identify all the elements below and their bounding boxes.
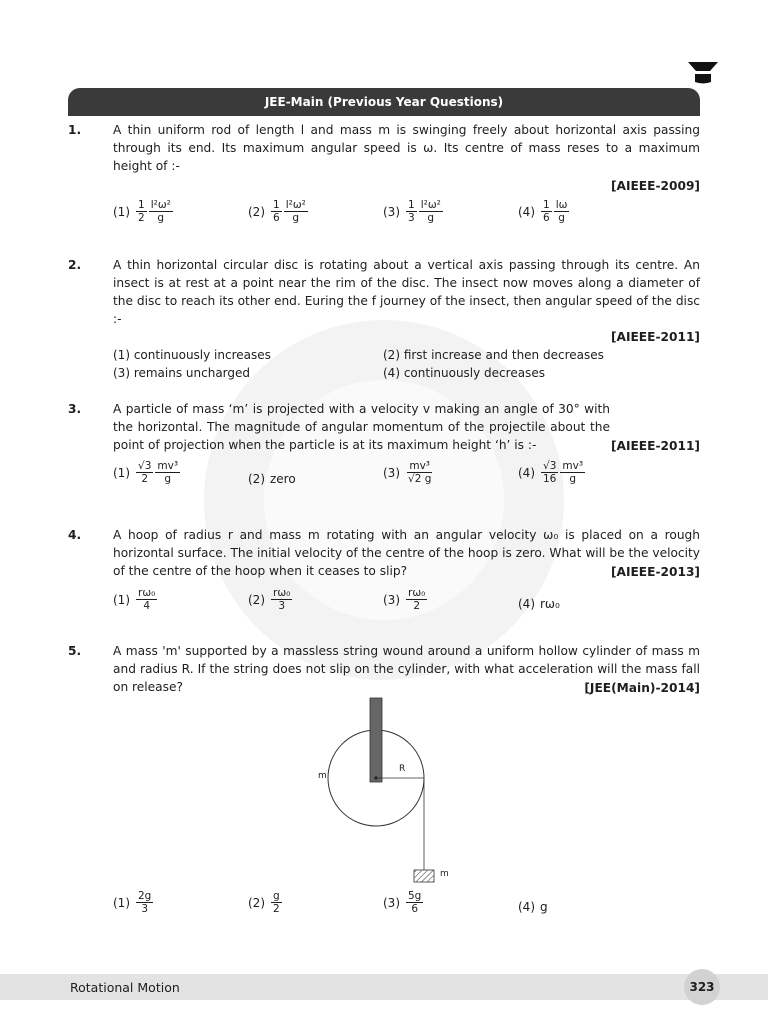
question-source: [JEE(Main)-2014] <box>580 679 700 697</box>
block-mass-label: m <box>440 869 449 879</box>
option-2[interactable]: (2) $\frac{g}{2}$ <box>248 890 280 915</box>
cylinder-mass-label: m <box>318 771 327 781</box>
option-4[interactable]: (4) rω₀ <box>518 597 560 611</box>
option-3[interactable]: (3) $\frac{\text{mv³}}{√2 g}$ <box>383 460 432 485</box>
option-2[interactable]: (2) first increase and then decreases <box>383 348 604 362</box>
question-2 <box>68 256 700 386</box>
section-header <box>68 88 700 116</box>
question-number: 2. <box>68 258 82 272</box>
question-number: 4. <box>68 528 82 542</box>
option-2[interactable]: (2) zero <box>248 472 296 486</box>
radius-label: R <box>399 764 406 774</box>
option-1[interactable]: (1) $\frac{\text{rω₀}}{4}$ <box>113 587 156 612</box>
publisher-logo-icon <box>688 62 718 84</box>
page-number: 323 <box>684 969 720 1005</box>
question-text: A mass 'm' supported by a massless string wound around a uniform hollow cylinder of mass m and radius R. If the string does not slip on the cylinder, with what acceleration will the mass fall on release? <box>113 644 700 694</box>
question-source: [AIEEE-2011] <box>610 439 700 453</box>
option-4[interactable]: (4) $\frac{1}{6}$ $\frac{l\omega}{g}$ <box>518 199 568 224</box>
option-2[interactable]: (2) $\frac{1}{6}$ $\frac{\text{l²ω²}}{g}$ <box>248 199 306 224</box>
question-text: A thin horizontal circular disc is rotating about a vertical axis passing through its centre. An insect is at rest at a point near the rim of the disc. The insect now moves along a diameter of the disc to reach its other end. Euring the f journey of the insect, then angular speed of the disc :- <box>113 258 700 326</box>
cylinder-diagram <box>300 692 470 892</box>
option-3[interactable]: (3) remains uncharged <box>113 366 251 380</box>
option-4[interactable]: (4) continuously decreases <box>383 366 545 380</box>
option-2[interactable]: (2) $\frac{\text{rω₀}}{3}$ <box>248 587 291 612</box>
question-5-options <box>68 890 700 930</box>
option-3[interactable]: (3) $\frac{5g}{6}$ <box>383 890 422 915</box>
support-rod <box>370 698 382 782</box>
question-source: [AIEEE-2013] <box>607 563 700 581</box>
hanging-mass <box>414 870 434 882</box>
question-3 <box>68 400 700 505</box>
question-text: A thin uniform rod of length l and mass m is swinging freely about horizontal axis passing through its end. Its maximum angular speed is ω. Its centre of mass reses to a maximum height of :- <box>113 123 700 173</box>
question-4 <box>68 526 700 626</box>
section-title: JEE-Main (Previous Year Questions) <box>264 95 504 109</box>
question-1 <box>68 121 700 233</box>
question-number: 3. <box>68 402 82 416</box>
question-number: 1. <box>68 123 82 137</box>
option-1[interactable]: (1) $\frac{1}{2}$ $\frac{\text{l²ω²}}{g}$ <box>113 199 171 224</box>
option-1[interactable]: (1) continuously increases <box>113 348 271 362</box>
option-1[interactable]: (1) $\frac{√3}{2}$ $\frac{\text{mv³}}{g}$ <box>113 460 179 485</box>
option-3[interactable]: (3) $\frac{1}{3}$ $\frac{\text{l²ω²}}{g}$ <box>383 199 441 224</box>
chapter-title: Rotational Motion <box>70 980 180 995</box>
option-4[interactable]: (4) g <box>518 900 548 914</box>
question-text: A particle of mass ‘m’ is projected with a velocity v making an angle of 30° with the horizontal. The magnitude of angular momentum of the projectile about the point of projection when the particle is at its maximum height ‘h’ is :- <box>113 402 610 452</box>
question-source: [AIEEE-2011] <box>610 330 700 344</box>
option-3[interactable]: (3) $\frac{\text{rω₀}}{2}$ <box>383 587 426 612</box>
question-number: 5. <box>68 644 82 658</box>
option-4[interactable]: (4) $\frac{√3}{16}$ $\frac{\text{mv³}}{g}$ <box>518 460 584 485</box>
option-1[interactable]: (1) $\frac{2g}{3}$ <box>113 890 152 915</box>
question-text: A hoop of radius r and mass m rotating with an angular velocity ω₀ is placed on a rough horizontal surface. The initial velocity of the centre of the hoop is zero. What will be the velocity of the centre of the hoop when it ceases to slip? <box>113 528 700 578</box>
question-source: [AIEEE-2009] <box>610 179 700 193</box>
